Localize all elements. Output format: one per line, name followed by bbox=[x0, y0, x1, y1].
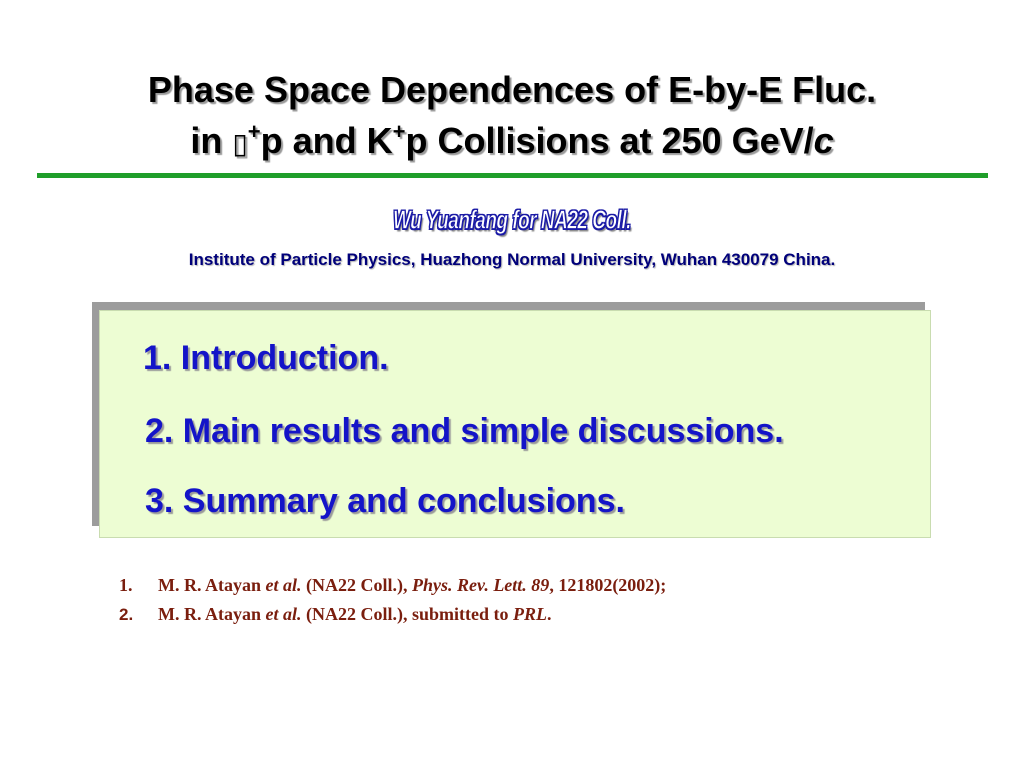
reference-number: 1. bbox=[119, 575, 133, 595]
title-line-2-mid: p and K bbox=[260, 120, 393, 161]
reference-collab: (NA22 Coll.), submitted to bbox=[301, 604, 513, 624]
reference-text bbox=[158, 604, 552, 625]
title-superscript-plus: + bbox=[392, 119, 406, 144]
title-line-2 bbox=[0, 121, 1024, 164]
reference-etal: et al. bbox=[265, 575, 302, 595]
title-superscript-plus: + bbox=[247, 119, 261, 144]
outline-item-main-results: 2. Main results and simple discussions. bbox=[145, 412, 784, 450]
author-line: Wu Yuanfang for NA22 Coll. bbox=[393, 207, 631, 236]
reference-authors: M. R. Atayan bbox=[158, 604, 266, 624]
reference-journal: PRL bbox=[513, 604, 547, 624]
reference-text bbox=[158, 575, 666, 596]
reference-authors: M. R. Atayan bbox=[158, 575, 266, 595]
reference-etal: et al. bbox=[265, 604, 302, 624]
outline-item-summary: 3. Summary and conclusions. bbox=[145, 482, 625, 520]
reference-number: 2. bbox=[119, 605, 134, 624]
reference-collab: (NA22 Coll.), bbox=[301, 575, 412, 595]
missing-glyph-symbol: ▯ bbox=[232, 127, 248, 160]
reference-rest: . bbox=[547, 604, 552, 624]
reference-journal: Phys. Rev. Lett. 89 bbox=[412, 575, 550, 595]
title-line-1: Phase Space Dependences of E-by-E Fluc. bbox=[147, 69, 877, 110]
institute-line: Institute of Particle Physics, Huazhong Normal University, Wuhan 430079 China. bbox=[188, 250, 836, 269]
title-line-2-tail: p Collisions at 250 GeV/ bbox=[405, 120, 814, 161]
outline-item-introduction: 1. Introduction. bbox=[143, 339, 389, 377]
reference-rest: , 121802(2002); bbox=[549, 575, 667, 595]
title-speed-of-light: c bbox=[813, 120, 834, 161]
title-divider bbox=[37, 173, 988, 178]
title-line-2-prefix: in bbox=[190, 120, 233, 161]
